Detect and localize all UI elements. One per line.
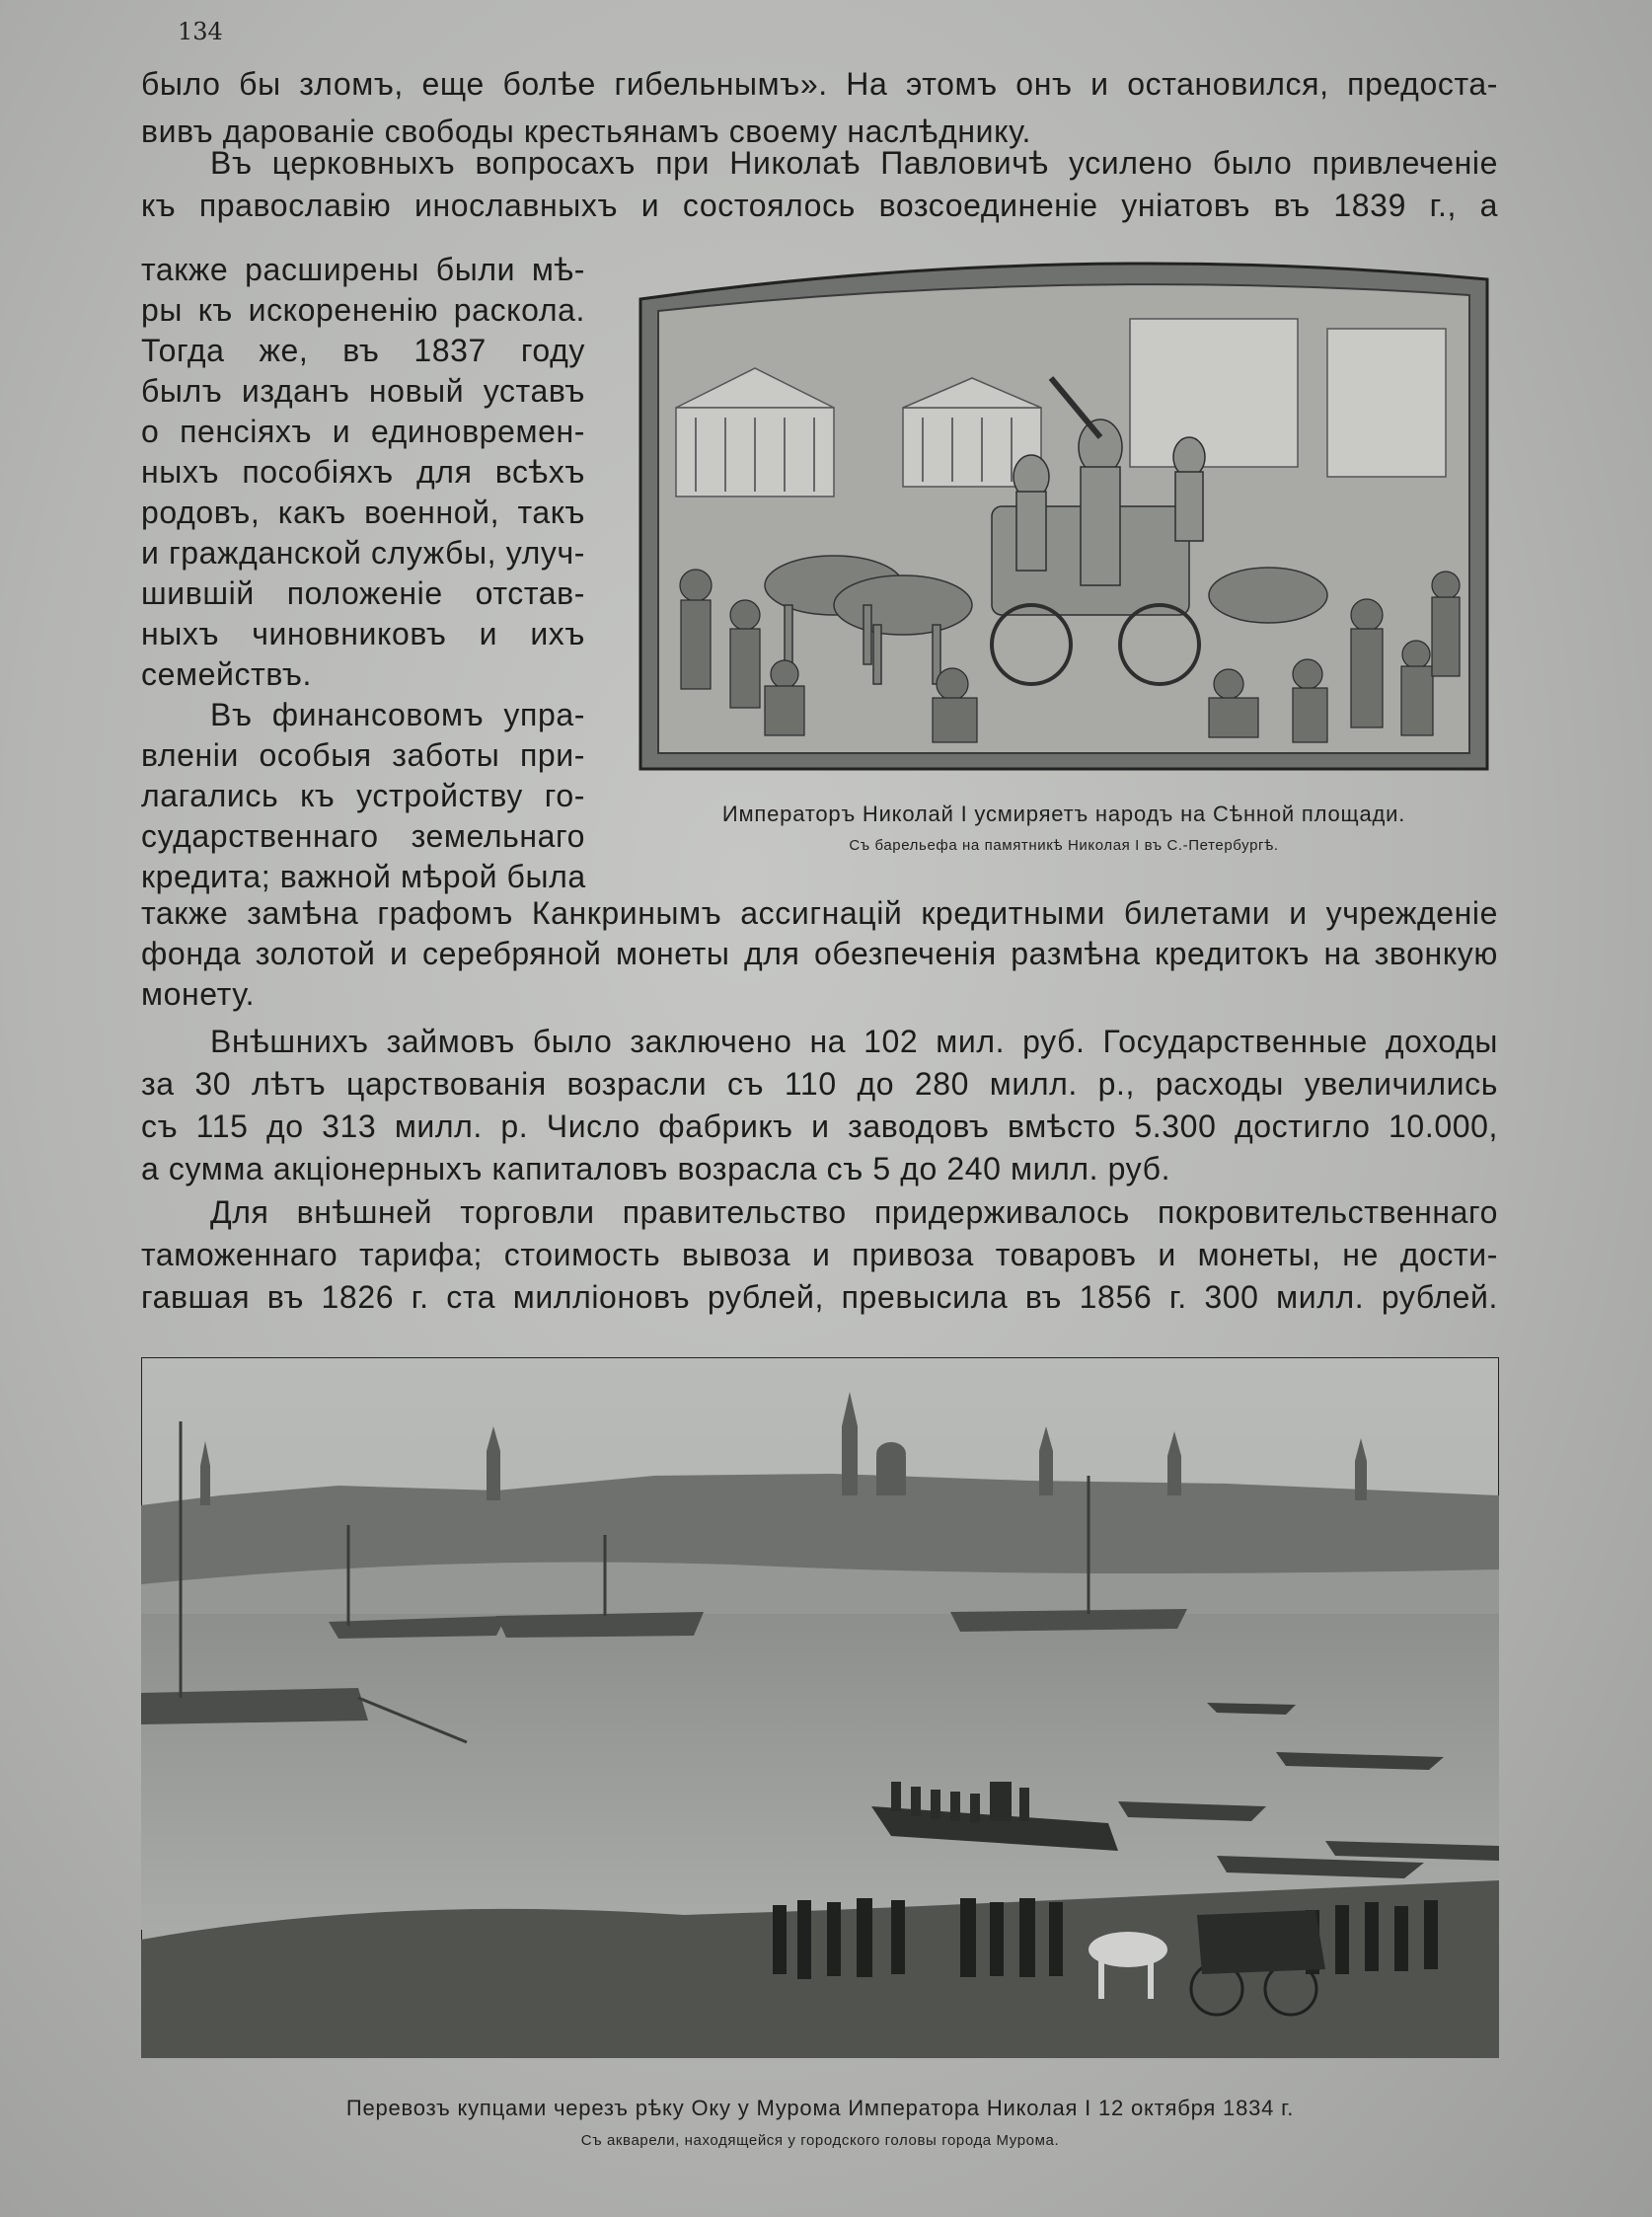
text-line: ныхъ пособіяхъ для всѣхъ — [141, 454, 585, 490]
text-line: былъ изданъ новый уставъ — [141, 373, 585, 409]
text-line: родовъ, какъ военной, такъ — [141, 495, 585, 530]
text-line: и гражданской службы, улуч- — [141, 535, 585, 571]
text-line: о пенсіяхъ и единовремен- — [141, 414, 585, 449]
text-line: съ 115 до 313 милл. р. Число фабрикъ и заводовъ вмѣсто 5.300 достигло 10.000, — [141, 1108, 1498, 1144]
figure-caption: Перевозъ купцами черезъ рѣку Оку у Мурома Императора Николая I 12 октября 1834 г. — [345, 2096, 1295, 2120]
text-line: таможеннаго тарифа; стоимость вывоза и привоза товаровъ и монеты, не дости- — [141, 1237, 1498, 1272]
text-line: лагались къ устройству го- — [141, 778, 585, 813]
text-line: ры къ искорененію раскола. — [141, 292, 585, 328]
river-crossing-illustration — [141, 1357, 1499, 2058]
figure-caption: Императоръ Николай I усмиряетъ народъ на Сѣнной площади. — [721, 802, 1406, 826]
text-line: также замѣна графомъ Канкринымъ ассигнацій кредитными билетами и учрежденіе — [141, 895, 1498, 931]
text-line: шившій положеніе отстав- — [141, 575, 585, 611]
figure-source: Съ акварели, находящейся у городского головы города Мурома. — [580, 2132, 1060, 2149]
text-line: вленіи особыя заботы при- — [141, 737, 585, 773]
text-line: Тогда же, въ 1837 году — [141, 333, 585, 368]
text-line: Въ церковныхъ вопросахъ при Николаѣ Павловичѣ усилено было привлеченіе — [210, 145, 1498, 181]
text-line: вивъ дарованіе свободы крестьянамъ своему наслѣднику. — [141, 114, 1032, 149]
text-line: а сумма акціонерныхъ капиталовъ возрасла съ 5 до 240 милл. руб. — [141, 1151, 1171, 1186]
text-line: кредита; важной мѣрой была — [141, 859, 586, 894]
text-line: Внѣшнихъ займовъ было заключено на 102 мил. руб. Государственные доходы — [210, 1024, 1498, 1059]
text-line: монету. — [141, 976, 256, 1012]
text-line: ныхъ чиновниковъ и ихъ — [141, 616, 585, 651]
text-line: также расширены были мѣ- — [141, 252, 585, 287]
text-line: гавшая въ 1826 г. ста милліоновъ рублей, превысила въ 1856 г. 300 милл. рублей. — [141, 1279, 1498, 1315]
text-line: фонда золотой и серебряной монеты для обезпеченія размѣна кредитокъ на звонкую — [141, 936, 1498, 971]
text-line: было бы зломъ, еще болѣе гибельнымъ». На этомъ онъ и остановился, предоста- — [141, 66, 1498, 102]
text-line: за 30 лѣтъ царствованія возрасли съ 110 до 280 милл. р., расходы увеличились — [141, 1066, 1498, 1102]
text-line: сударственнаго земельнаго — [141, 818, 585, 854]
figure-source: Съ барельефа на памятникѣ Николая I въ С.-Петербургѣ. — [849, 837, 1279, 854]
page-number: 134 — [178, 18, 223, 45]
text-line: къ православію инославныхъ и состоялось возсоединеніе уніатовъ въ 1839 г., а — [141, 188, 1498, 223]
text-line: семействъ. — [141, 656, 312, 692]
text-line: Для внѣшней торговли правительство придерживалось покровительственнаго — [210, 1194, 1498, 1230]
text-line: Въ финансовомъ упра- — [210, 697, 585, 732]
bas-relief-illustration — [637, 260, 1491, 773]
